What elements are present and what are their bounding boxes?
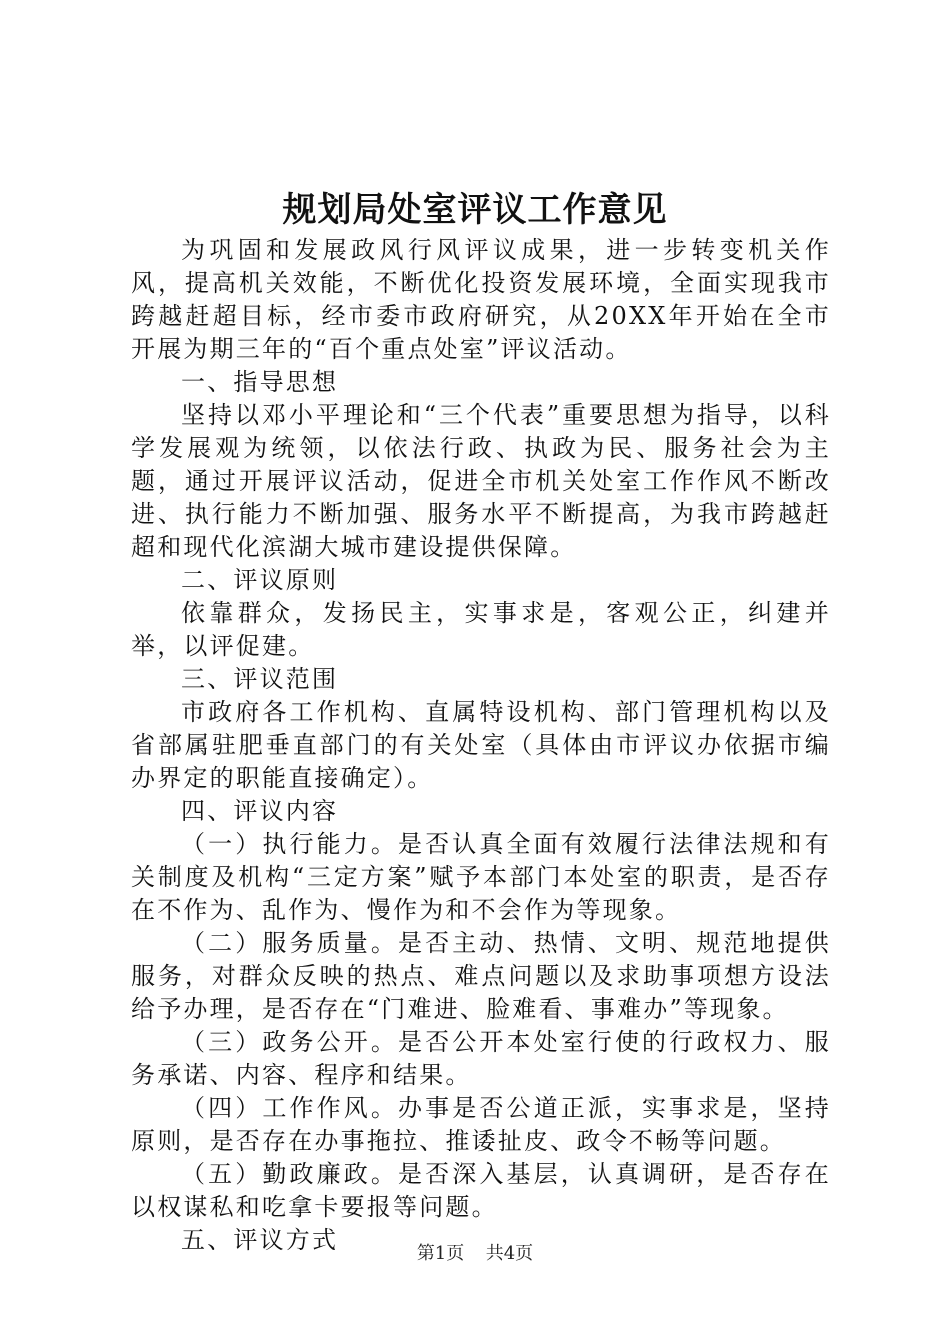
content-item-work-style: （四）工作作风。办事是否公道正派，实事求是，坚持原则，是否存在办事拖拉、推诿扯皮、政令不畅等问题。 [131, 1094, 831, 1155]
page-footer [0, 1242, 950, 1266]
document-title: 规划局处室评议工作意见 [282, 190, 668, 230]
content-item-service-quality: （二）服务质量。是否主动、热情、文明、规范地提供服务，对群众反映的热点、难点问题以及求助事项想方设法给予办理，是否存在“门难进、脸难看、事难办”等现象。 [131, 929, 831, 1023]
content-item-execution: （一）执行能力。是否认真全面有效履行法律法规和有关制度及机构“三定方案”赋予本部门本处室的职责，是否存在不作为、乱作为、慢作为和不会作为等现象。 [131, 830, 831, 924]
section-heading-methods: 五、评议方式 [181, 1226, 339, 1254]
intro-paragraph: 为巩固和发展政风行风评议成果，进一步转变机关作风，提高机关效能，不断优化投资发展环境，全面实现我市跨越赶超目标，经市委市政府研究，从20XX年开始在全市开展为期三年的“百个重点处室”评议活动。 [131, 236, 831, 363]
section-heading-guiding-ideology: 一、指导思想 [181, 368, 339, 396]
scope-paragraph: 市政府各工作机构、直属特设机构、部门管理机构以及省部属驻肥垂直部门的有关处室（具体由市评议办依据市编办界定的职能直接确定）。 [131, 698, 831, 792]
section-heading-principles: 二、评议原则 [181, 566, 339, 594]
section-heading-scope: 三、评议范围 [181, 665, 339, 693]
section-heading-content: 四、评议内容 [181, 797, 339, 825]
page-number: 第1页 [416, 1243, 465, 1264]
document-body [131, 234, 831, 1257]
principles-paragraph: 依靠群众，发扬民主，实事求是，客观公正，纠建并举，以评促建。 [131, 599, 831, 660]
content-item-integrity: （五）勤政廉政。是否深入基层，认真调研，是否存在以权谋私和吃拿卡要报等问题。 [131, 1160, 831, 1221]
guiding-ideology-paragraph: 坚持以邓小平理论和“三个代表”重要思想为指导，以科学发展观为统领，以依法行政、执政为民、服务社会为主题，通过开展评议活动，促进全市机关处室工作作风不断改进、执行能力不断加强、服务水平不断提高，为我市跨越赶超和现代化滨湖大城市建设提供保障。 [131, 401, 831, 561]
page-total: 共4页 [485, 1243, 534, 1264]
content-item-transparency: （三）政务公开。是否公开本处室行使的行政权力、服务承诺、内容、程序和结果。 [131, 1028, 831, 1089]
